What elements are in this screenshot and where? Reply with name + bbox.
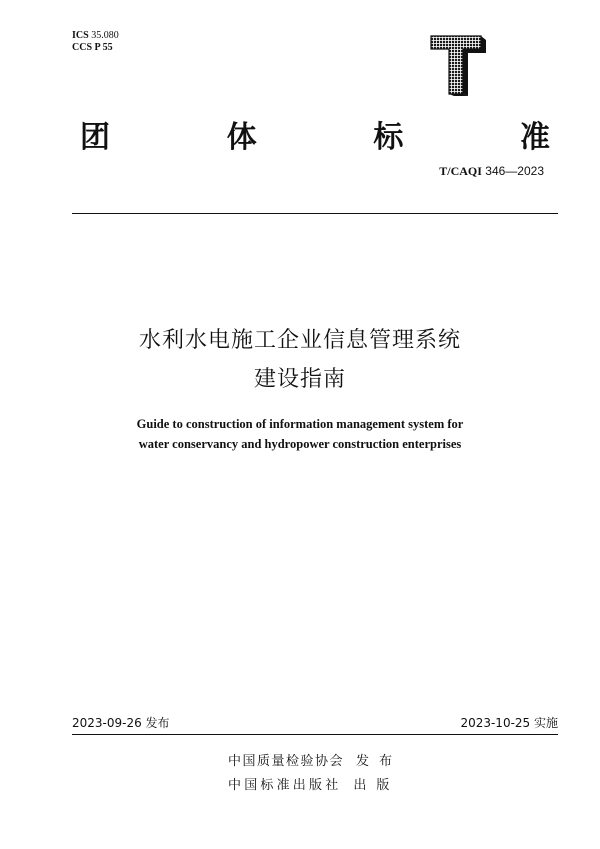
- title-en-line-2: water conservancy and hydropower construction enterprises: [138, 437, 462, 451]
- standard-type-char: 标: [373, 120, 404, 155]
- ccs-value: P 55: [94, 42, 113, 53]
- standard-number-suffix: 346—2023: [481, 164, 544, 178]
- issuer-action: 发布: [356, 754, 403, 769]
- standard-type-char: 体: [226, 120, 257, 155]
- printer-action: 出版: [353, 778, 400, 793]
- ics-value: 35.080: [91, 30, 119, 41]
- ccs-label: CCS: [72, 42, 93, 53]
- title-en-line-1: Guide to construction of information management system for: [136, 417, 464, 431]
- standard-logo: [428, 32, 492, 96]
- issuer-name: 中国质量检验协会: [228, 754, 345, 769]
- standard-number-prefix: T/CAQI: [439, 164, 482, 178]
- printer-line: [228, 774, 399, 793]
- bottom-divider: [72, 734, 558, 735]
- top-divider: [72, 213, 558, 214]
- title-cn-line-1: 水利水电施工企业信息管理系统: [138, 328, 461, 353]
- title-en: [0, 414, 600, 454]
- release-date: 2023-09-26 发布: [72, 716, 170, 730]
- implement-date: 2023-10-25 实施: [460, 716, 558, 730]
- standard-type-char: 准: [519, 120, 550, 155]
- standard-number: [439, 164, 544, 179]
- ics-code: [72, 30, 119, 42]
- standard-logo-mark: [428, 32, 492, 96]
- ccs-code: [72, 42, 113, 54]
- issuer-line: [228, 750, 402, 769]
- title-cn-line-2: 建设指南: [253, 367, 346, 392]
- ics-label: ICS: [72, 30, 89, 41]
- standard-type-heading: [80, 118, 550, 158]
- standard-type-char: 团: [80, 120, 110, 155]
- printer-name: 中国标准出版社: [228, 778, 342, 793]
